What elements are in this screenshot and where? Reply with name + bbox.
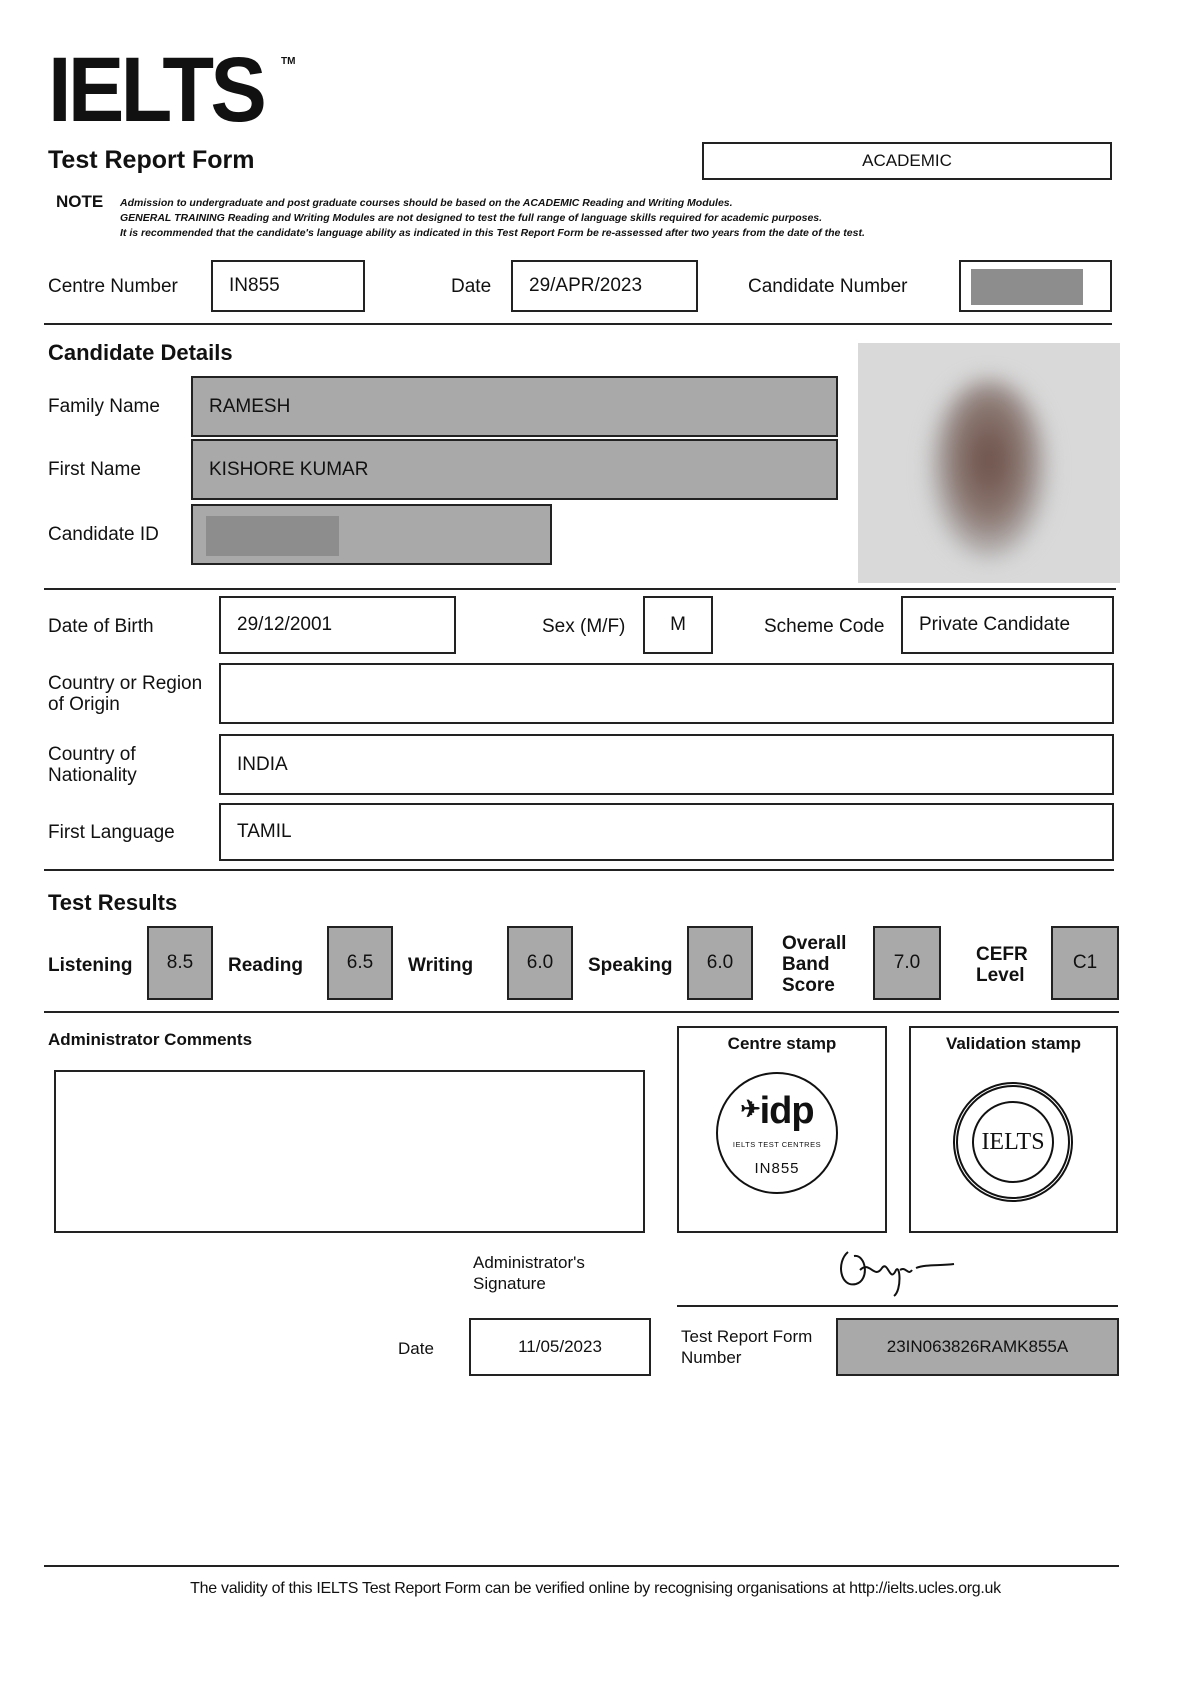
first-name-field: KISHORE KUMAR bbox=[191, 439, 838, 500]
family-name-label: Family Name bbox=[48, 396, 160, 417]
nationality-label-line-1: Country of bbox=[48, 744, 136, 765]
idp-stamp bbox=[716, 1072, 838, 1194]
validation-stamp-text: IELTS bbox=[981, 1128, 1045, 1155]
cefr-label-line-1: CEFR bbox=[976, 944, 1028, 965]
divider-4 bbox=[44, 1011, 1119, 1013]
trf-label-line-2: Number bbox=[681, 1348, 742, 1367]
validation-stamp-label: Validation stamp bbox=[945, 1034, 1082, 1053]
first-language-label: First Language bbox=[48, 822, 175, 843]
writing-score: 6.0 bbox=[507, 926, 573, 1000]
ielts-logo bbox=[48, 39, 264, 141]
cefr-label-line-2: Level bbox=[976, 965, 1025, 986]
note-line-3: It is recommended that the candidate's language ability as indicated in this Test Report Form be re-assessed after two years from the date of the test. bbox=[120, 227, 865, 239]
cefr-level: C1 bbox=[1051, 926, 1119, 1000]
photo-blur-face bbox=[930, 379, 1048, 559]
speaking-score: 6.0 bbox=[687, 926, 753, 1000]
overall-label-line-3: Score bbox=[782, 975, 835, 996]
trf-label-line-1: Test Report Form bbox=[681, 1327, 813, 1346]
scheme-code-field: Private Candidate bbox=[901, 596, 1114, 654]
test-results-title: Test Results bbox=[48, 890, 178, 915]
admin-signature bbox=[830, 1240, 960, 1300]
speaking-label: Speaking bbox=[588, 955, 673, 976]
admin-signature-label bbox=[473, 1252, 585, 1294]
centre-stamp-box bbox=[677, 1026, 887, 1233]
origin-label-line-2: of Origin bbox=[48, 694, 120, 715]
logo-tm: TM bbox=[281, 56, 296, 67]
nationality-label-line-2: Nationality bbox=[48, 765, 137, 786]
footer-divider bbox=[44, 1565, 1119, 1567]
reading-score: 6.5 bbox=[327, 926, 393, 1000]
candidate-id-field bbox=[191, 504, 552, 565]
candidate-id-redaction bbox=[206, 516, 339, 556]
candidate-details-title: Candidate Details bbox=[48, 340, 233, 365]
cefr-label bbox=[976, 944, 1028, 986]
sex-label: Sex (M/F) bbox=[542, 616, 626, 637]
origin-field bbox=[219, 663, 1114, 724]
validation-stamp bbox=[953, 1082, 1073, 1202]
idp-stamp-text: idp bbox=[759, 1090, 814, 1132]
sex-field: M bbox=[643, 596, 713, 654]
nationality-field: INDIA bbox=[219, 734, 1114, 795]
writing-label: Writing bbox=[408, 955, 474, 976]
note-text bbox=[120, 196, 865, 241]
listening-score: 8.5 bbox=[147, 926, 213, 1000]
footer-text: The validity of this IELTS Test Report Form can be verified online by recognising organisations at http://ielts.ucles.org.uk bbox=[190, 1580, 1001, 1597]
module-box: ACADEMIC bbox=[702, 142, 1112, 180]
issue-date-field: 11/05/2023 bbox=[469, 1318, 651, 1376]
dob-field: 29/12/2001 bbox=[219, 596, 456, 654]
scheme-code-label: Scheme Code bbox=[764, 616, 885, 637]
origin-label-line-1: Country or Region bbox=[48, 673, 203, 694]
note-line-1: Admission to undergraduate and post graduate courses should be based on the ACADEMIC Reading and Writing Modules. bbox=[120, 197, 733, 209]
candidate-number-field bbox=[959, 260, 1112, 312]
issue-date-label: Date bbox=[398, 1339, 434, 1358]
form-title: Test Report Form bbox=[48, 146, 255, 174]
idp-stamp-code: IN855 bbox=[754, 1160, 800, 1177]
test-date-field: 29/APR/2023 bbox=[511, 260, 698, 312]
origin-label bbox=[48, 673, 202, 715]
divider-2 bbox=[44, 588, 1116, 590]
note-line-2: GENERAL TRAINING Reading and Writing Modules are not designed to test the full range of language skills required for academic purposes. bbox=[120, 212, 823, 224]
nationality-label bbox=[48, 744, 137, 786]
dob-label: Date of Birth bbox=[48, 616, 154, 637]
first-language-field: TAMIL bbox=[219, 803, 1114, 861]
note-label: NOTE bbox=[56, 192, 104, 211]
candidate-photo bbox=[858, 343, 1120, 583]
centre-stamp-label: Centre stamp bbox=[727, 1034, 837, 1053]
idp-stamp-sub: IELTS TEST CENTRES bbox=[732, 1140, 822, 1149]
idp-bird-icon: ✈ bbox=[740, 1096, 760, 1123]
admin-comments-label: Administrator Comments bbox=[48, 1030, 253, 1049]
logo-text: IELTS bbox=[48, 39, 264, 141]
overall-label-line-1: Overall bbox=[782, 933, 847, 954]
signature-label-line-2: Signature bbox=[473, 1274, 546, 1293]
test-date-label: Date bbox=[451, 276, 492, 297]
first-name-label: First Name bbox=[48, 459, 141, 480]
signature-label-line-1: Administrator's bbox=[473, 1253, 585, 1272]
centre-number-field: IN855 bbox=[211, 260, 365, 312]
candidate-number-redaction bbox=[971, 269, 1083, 305]
trf-number-label bbox=[681, 1326, 812, 1368]
trf-number-field: 23IN063826RAMK855A bbox=[836, 1318, 1119, 1376]
divider-3 bbox=[44, 869, 1114, 871]
candidate-id-label: Candidate ID bbox=[48, 524, 159, 545]
centre-number-label: Centre Number bbox=[48, 276, 178, 297]
overall-band-score: 7.0 bbox=[873, 926, 941, 1000]
overall-label-line-2: Band bbox=[782, 954, 830, 975]
listening-label: Listening bbox=[48, 955, 133, 976]
candidate-number-label: Candidate Number bbox=[748, 276, 908, 297]
validation-stamp-box bbox=[909, 1026, 1118, 1233]
admin-comments-box bbox=[54, 1070, 645, 1233]
family-name-field: RAMESH bbox=[191, 376, 838, 437]
divider-1 bbox=[44, 323, 1112, 325]
reading-label: Reading bbox=[228, 955, 303, 976]
overall-band-label bbox=[782, 933, 846, 996]
validation-stamp-inner bbox=[972, 1101, 1054, 1183]
signature-line bbox=[677, 1305, 1118, 1307]
idp-stamp-logo bbox=[718, 1090, 836, 1133]
